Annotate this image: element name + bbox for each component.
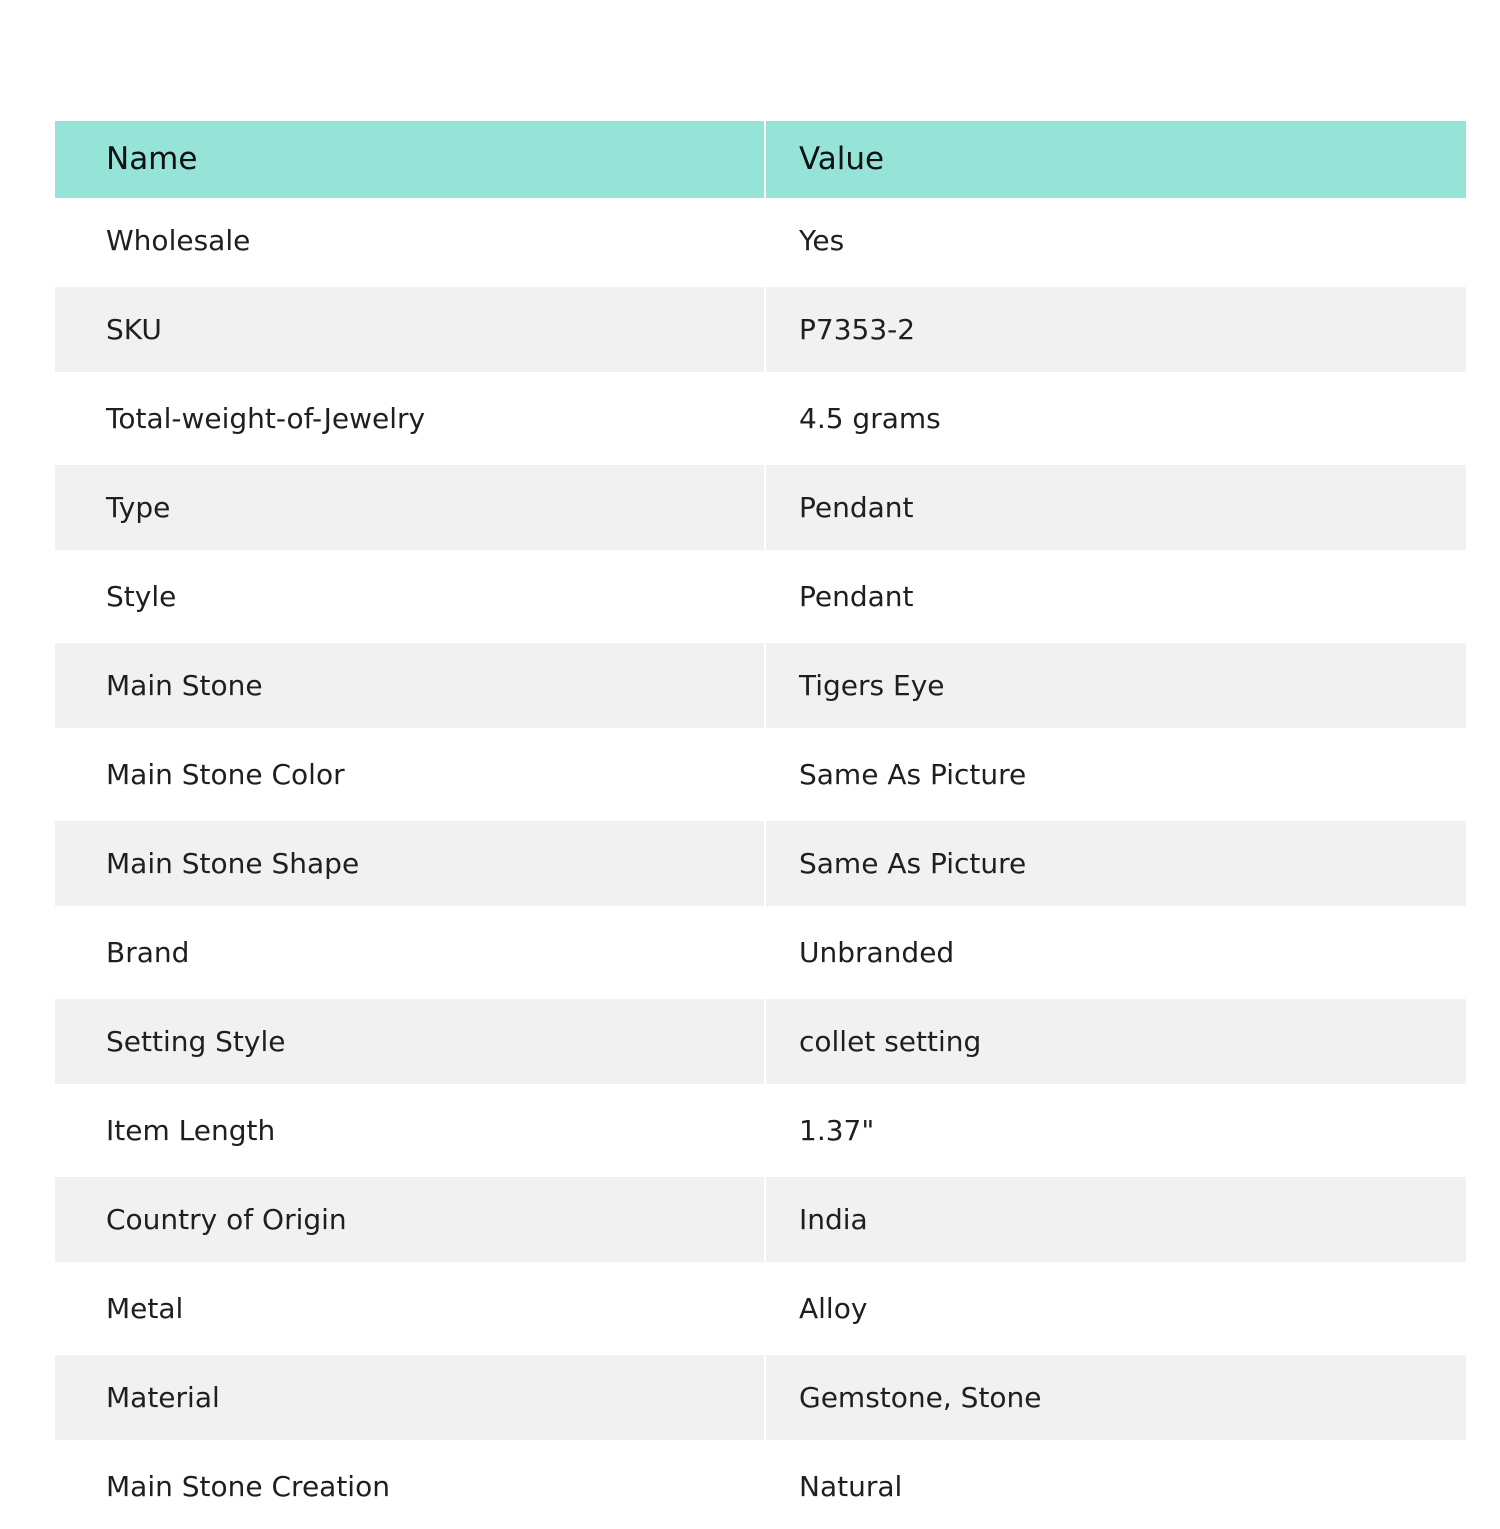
table-row — [55, 817, 1466, 910]
row-value-cell: Same As Picture — [766, 817, 1466, 910]
table-row — [55, 639, 1466, 732]
row-name-cell: Setting Style — [55, 995, 766, 1088]
row-value-cell: Tigers Eye — [766, 639, 1466, 732]
header-row — [55, 121, 1466, 198]
table-row — [55, 376, 1466, 461]
row-value-cell: Alloy — [766, 1266, 1466, 1351]
table-row — [55, 732, 1466, 817]
row-name-cell: Total-weight-of-Jewelry — [55, 376, 766, 461]
row-value-cell: 4.5 grams — [766, 376, 1466, 461]
row-value-cell: Pendant — [766, 554, 1466, 639]
table-row — [55, 995, 1466, 1088]
row-value-cell: Unbranded — [766, 910, 1466, 995]
row-value-cell: Natural — [766, 1444, 1466, 1529]
row-value-cell: Gemstone, Stone — [766, 1351, 1466, 1444]
row-name-cell: Material — [55, 1351, 766, 1444]
row-value-cell: Yes — [766, 198, 1466, 283]
row-value-cell: 1.37" — [766, 1088, 1466, 1173]
product-specs-table — [55, 121, 1466, 1529]
table-row — [55, 198, 1466, 283]
row-name-cell: Wholesale — [55, 198, 766, 283]
table-row — [55, 1088, 1466, 1173]
row-value-cell: P7353-2 — [766, 283, 1466, 376]
row-name-cell: Main Stone Creation — [55, 1444, 766, 1529]
table-row — [55, 1266, 1466, 1351]
row-value-cell: collet setting — [766, 995, 1466, 1088]
table-header — [55, 121, 1466, 198]
table-row — [55, 461, 1466, 554]
row-name-cell: Item Length — [55, 1088, 766, 1173]
row-name-cell: SKU — [55, 283, 766, 376]
table-row — [55, 283, 1466, 376]
row-name-cell: Country of Origin — [55, 1173, 766, 1266]
row-name-cell: Style — [55, 554, 766, 639]
row-name-cell: Main Stone — [55, 639, 766, 732]
row-name-cell: Main Stone Color — [55, 732, 766, 817]
row-name-cell: Main Stone Shape — [55, 817, 766, 910]
table-row — [55, 1173, 1466, 1266]
name-column-header: Name — [55, 121, 766, 198]
row-name-cell: Brand — [55, 910, 766, 995]
table-row — [55, 910, 1466, 995]
table-row — [55, 1444, 1466, 1529]
row-name-cell: Type — [55, 461, 766, 554]
table-row — [55, 1351, 1466, 1444]
row-value-cell: Same As Picture — [766, 732, 1466, 817]
row-name-cell: Metal — [55, 1266, 766, 1351]
table-body — [55, 198, 1466, 1529]
row-value-cell: India — [766, 1173, 1466, 1266]
row-value-cell: Pendant — [766, 461, 1466, 554]
value-column-header: Value — [766, 121, 1466, 198]
table-row — [55, 554, 1466, 639]
